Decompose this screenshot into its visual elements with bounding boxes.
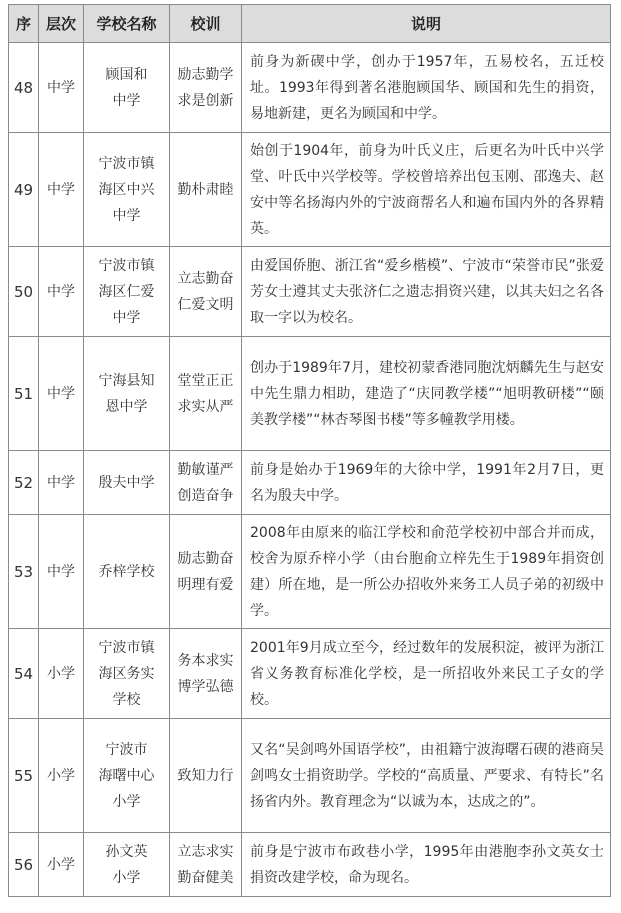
motto-cell: 立志求实 勤奋健美 <box>170 833 242 897</box>
motto-cell: 勤敏谨严 创造奋争 <box>170 451 242 515</box>
level-cell: 小学 <box>39 719 84 833</box>
seq-cell: 54 <box>9 629 39 719</box>
table-row <box>9 719 611 833</box>
school-cell: 乔梓学校 <box>84 515 170 629</box>
school-cell: 宁海县知 恩中学 <box>84 337 170 451</box>
seq-cell: 53 <box>9 515 39 629</box>
desc-cell: 始创于1904年，前身为叶氏义庄，后更名为叶氏中兴学堂、叶氏中兴学校等。学校曾培养出包玉刚、邵逸夫、赵安中等名扬海内外的宁波商帮名人和遍布国内外的各界精英。 <box>242 133 611 247</box>
desc-cell: 创办于1989年7月，建校初蒙香港同胞沈炳麟先生与赵安中先生鼎力相助，建造了“庆同教学楼”“旭明教研楼”“颐美教学楼”“林杏琴图书楼”等多幢教学用楼。 <box>242 337 611 451</box>
motto-cell: 励志勤学 求是创新 <box>170 43 242 133</box>
header-row <box>9 5 611 43</box>
desc-cell: 2008年由原来的临江学校和俞范学校初中部合并而成，校舍为原乔梓小学（由台胞俞立梓先生于1989年捐资创建）所在地，是一所公办招收外来务工人员子弟的初级中学。 <box>242 515 611 629</box>
motto-cell: 致知力行 <box>170 719 242 833</box>
school-cell: 孙文英 小学 <box>84 833 170 897</box>
table-row <box>9 833 611 897</box>
level-cell: 中学 <box>39 451 84 515</box>
desc-cell: 2001年9月成立至今，经过数年的发展积淀，被评为浙江省义务教育标准化学校，是一所招收外来民工子女的学校。 <box>242 629 611 719</box>
level-cell: 中学 <box>39 337 84 451</box>
table-row <box>9 43 611 133</box>
seq-cell: 49 <box>9 133 39 247</box>
desc-cell: 前身为新碶中学，创办于1957年，五易校名，五迁校址。1993年得到著名港胞顾国华、顾国和先生的捐资，易地新建，更名为顾国和中学。 <box>242 43 611 133</box>
motto-cell: 励志勤奋 明理有爱 <box>170 515 242 629</box>
level-cell: 中学 <box>39 133 84 247</box>
level-cell: 小学 <box>39 629 84 719</box>
desc-cell: 由爱国侨胞、浙江省“爱乡楷模”、宁波市“荣誉市民”张爱芳女士遵其丈夫张济仁之遗志捐资兴建，以其夫妇之名各取一字以为校名。 <box>242 247 611 337</box>
seq-cell: 51 <box>9 337 39 451</box>
table-row <box>9 247 611 337</box>
table-row <box>9 133 611 247</box>
school-cell: 宁波市镇 海区中兴 中学 <box>84 133 170 247</box>
desc-cell: 又名“吴剑鸣外国语学校”，由祖籍宁波海曙石碶的港商吴剑鸣女士捐资助学。学校的“高质量、严要求、有特长”名扬省内外。教育理念为“以诚为本，达成之的”。 <box>242 719 611 833</box>
school-cell: 宁波市 海曙中心 小学 <box>84 719 170 833</box>
seq-cell: 55 <box>9 719 39 833</box>
level-cell: 中学 <box>39 247 84 337</box>
seq-cell: 48 <box>9 43 39 133</box>
school-cell: 殷夫中学 <box>84 451 170 515</box>
school-cell: 宁波市镇 海区仁爱 中学 <box>84 247 170 337</box>
school-cell: 顾国和 中学 <box>84 43 170 133</box>
header-school: 学校名称 <box>84 5 170 43</box>
table-row <box>9 629 611 719</box>
seq-cell: 52 <box>9 451 39 515</box>
seq-cell: 50 <box>9 247 39 337</box>
header-motto: 校训 <box>170 5 242 43</box>
seq-cell: 56 <box>9 833 39 897</box>
desc-cell: 前身是始办于1969年的大徐中学，1991年2月7日，更名为殷夫中学。 <box>242 451 611 515</box>
header-desc: 说明 <box>242 5 611 43</box>
level-cell: 中学 <box>39 43 84 133</box>
desc-cell: 前身是宁波市布政巷小学，1995年由港胞李孙文英女士捐资改建学校，命为现名。 <box>242 833 611 897</box>
motto-cell: 立志勤奋 仁爱文明 <box>170 247 242 337</box>
header-level: 层次 <box>39 5 84 43</box>
schools-table <box>8 4 611 897</box>
table-row <box>9 337 611 451</box>
motto-cell: 务本求实 博学弘德 <box>170 629 242 719</box>
level-cell: 小学 <box>39 833 84 897</box>
table-row <box>9 515 611 629</box>
header-seq: 序 <box>9 5 39 43</box>
motto-cell: 堂堂正正 求实从严 <box>170 337 242 451</box>
school-cell: 宁波市镇 海区务实 学校 <box>84 629 170 719</box>
table-row <box>9 451 611 515</box>
level-cell: 中学 <box>39 515 84 629</box>
motto-cell: 勤朴肃睦 <box>170 133 242 247</box>
